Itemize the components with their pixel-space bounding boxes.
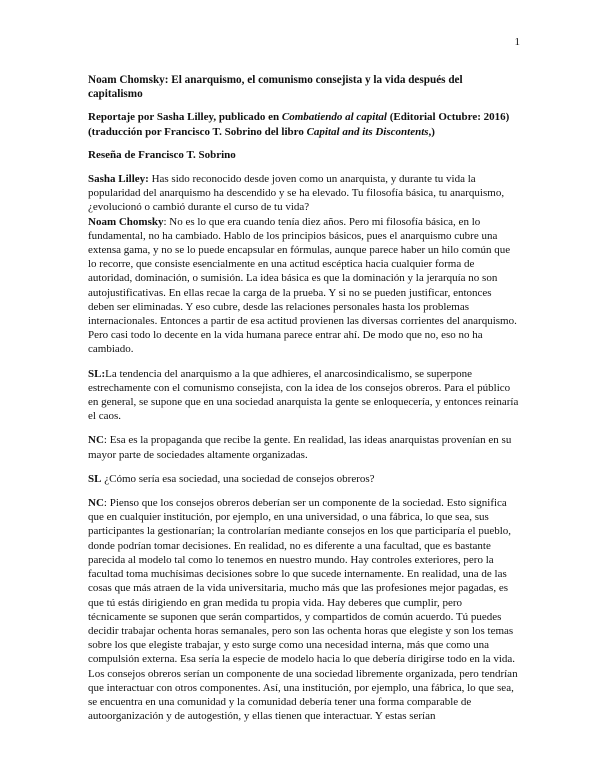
paragraph-text: : Esa es la propaganda que recibe la gente. En realidad, las ideas anarquistas provenían en su mayor parte de sociedades altamente organizadas. [88,434,512,461]
review-line: Reseña de Francisco T. Sobrino [88,148,236,161]
subtitle-text-1: Reportaje por Sasha Lilley, publicado en [88,111,282,124]
page-number: 1 [514,36,520,48]
subtitle-book-1: Combatiendo al capital [281,111,387,124]
interview-paragraph [88,367,520,424]
speaker-label: SL [88,472,102,485]
paragraph-text: ¿Cómo sería esa sociedad, una sociedad de consejos obreros? [101,472,375,485]
subtitle-text-3: ,) [428,125,435,138]
interview-paragraph [88,472,520,486]
subtitle-book-2: Capital and its Discontents [306,125,429,138]
speaker-label: NC [88,497,104,510]
paragraph-text: La tendencia del anarquismo a la que adhieres, el anarcosindicalismo, se superpone estrechamente con el comunismo consejista, con la idea de los consejos obreros. Para el público en general, se supone que en una sociedad anarquista la gente se enloquecería, y entonces reinaría el caos. [88,367,519,423]
interview-paragraph [88,496,520,723]
document-body [88,73,520,723]
article-title: Noam Chomsky: El anarquismo, el comunismo consejista y la vida después del capitalismo [88,74,463,101]
article-subtitle [88,110,520,138]
paragraph-text: : No es lo que era cuando tenía diez años. Pero mi filosofía básica, en lo fundamental, no ha cambiado. Hablo de los principios básicos, pues el anarquismo cubre una extensa gama, y no se lo puede encapsular en fórmulas, aunque parece haber un hilo común que lo recorre, que consiste esencialmente en una actitud escéptica hacia cualquier forma de autoridad, dominación, o sumisión. La idea básica es que la dominación y la jerarquía no son autojustificativas. En ellas recae la carga de la prueba. Y si no se pueden justificar, entonces deben ser eliminadas. Y eso cubre, desde las relaciones personales hasta los problemas internacionales. Entonces a partir de esa actitud provienen las diversas corrientes del anarquismo. Pero casi todo lo decente en la vida humana parece entrar ahí. De modo que no, eso no ha cambiado. [88,215,517,356]
interview-paragraph [88,215,520,357]
speaker-label: Noam Chomsky [88,215,164,228]
paragraph-text: Has sido reconocido desde joven como un anarquista, y durante tu vida la popularidad del anarquismo ha descendido y se ha elevado. Tu filosofía básica, tu anarquismo, ¿evolucionó o cambió durante el curso de tu vida? [88,173,505,214]
subtitle-text-2: (Editorial Octubre: 2016) (traducción por Francisco T. Sobrino del libro [88,111,510,138]
speaker-label: Sasha Lilley: [88,173,149,186]
speaker-label: SL: [88,367,106,380]
paragraph-text: : Pienso que los consejos obreros deberían ser un componente de la sociedad. Esto significa que en cualquier institución, por ejemplo, en una universidad, o una fábrica, lo que sea, sus participantes la gestionarían; la controlarían mediante consejos en los que participaría el pueblo, donde podrían tomar decisiones. En realidad, no es diferente a una facultad, que es bastante parecida al modelo tal como lo tenemos en nuestro mundo. Hay controles exteriores, pero la facultad toma muchísimas decisiones sobre lo que sucede internamente. En realidad, una de las cosas que más atraen de la vida universitaria, mucho más que las profesiones mejor pagadas, es que tú estás dirigiendo en gran medida tu propia vida. Hay deberes que cumplir, pero técnicamente se suponen que serán compartidos, y compartidos de común acuerdo. Tú puedes decidir trabajar ochenta horas semanales, pero son las ochenta horas que elegiste y son los temas sobre los que elegiste trabajar, y esto surge como una necesidad interna, más que como una compulsión externa. Esa sería la especie de modelo hacia lo que debería dirigirse todo en la vida. Los consejos obreros serían un componente de una sociedad libremente organizada, pero tendrían que interactuar con otros componentes. Así, una institución, por ejemplo, una fábrica, lo que sea, se encuentra en una comunidad y la comunidad debería tener una forma comparable de autoorganización y de autogestión, y ellas tienen que interactuar. Y estas serían [88,497,518,723]
speaker-label: NC [88,434,104,447]
interview-paragraph [88,433,520,461]
interview-paragraph [88,172,520,215]
